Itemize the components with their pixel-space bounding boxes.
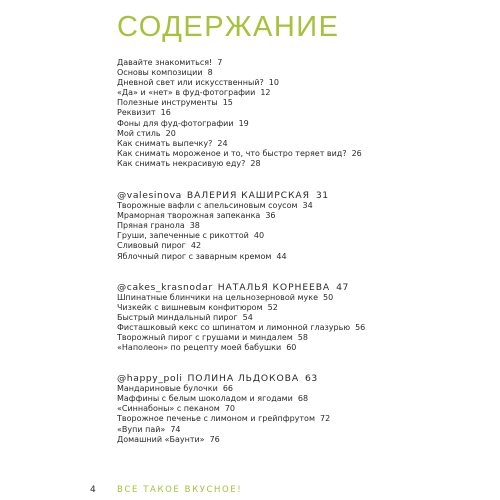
author-handle: @cakes_krasnodar <box>117 281 213 293</box>
page-title: СОДЕРЖАНИЕ <box>117 11 340 43</box>
author-page: 47 <box>336 281 349 293</box>
toc-item-page: 36 <box>265 211 276 221</box>
toc-item-page: 24 <box>217 138 228 148</box>
toc-item-page: 66 <box>222 384 233 394</box>
toc-item-text: Мандариновые булочки <box>117 384 218 394</box>
toc-item-page: 16 <box>160 108 171 118</box>
toc-item-text: Как снимать выпечку? <box>117 138 213 148</box>
toc-item <box>117 333 487 343</box>
toc-item-text: Мой стиль <box>117 128 161 138</box>
toc-item-text: Дневной свет или искусственный? <box>117 78 264 88</box>
toc-item <box>117 221 487 231</box>
toc-item-text: «Синнабоны» с пеканом <box>117 404 220 414</box>
toc-item <box>117 201 487 211</box>
author-name: ПОЛИНА ЛЬДОКОВА <box>187 373 299 385</box>
toc-item <box>117 129 487 139</box>
toc-item <box>117 139 487 149</box>
author-name: ВАЛЕРИЯ КАШИРСКАЯ <box>186 190 310 202</box>
toc-item-page: 68 <box>297 394 309 404</box>
toc-item-page: 52 <box>267 302 278 312</box>
toc-item-page: 50 <box>323 292 334 302</box>
toc-item-text: Реквизит <box>117 108 156 118</box>
section-spacer <box>117 169 487 190</box>
author-page: 31 <box>315 190 329 202</box>
toc-item-text: Как снимать мороженое и то, что быстро теряет вид? <box>117 148 347 158</box>
author-handle: @happy_poli <box>117 373 183 385</box>
author-heading <box>117 282 487 293</box>
toc-item-text: Яблочный пирог с заварным кремом <box>117 251 272 261</box>
toc-item <box>117 68 487 78</box>
toc-item-page: 12 <box>260 88 271 98</box>
toc-item-page: 8 <box>207 68 213 78</box>
toc-item-page: 70 <box>224 404 236 414</box>
toc-item-page: 72 <box>319 414 331 424</box>
section-spacer <box>117 262 487 282</box>
toc-item <box>117 98 487 108</box>
toc-item-page: 74 <box>170 424 181 434</box>
toc-item-text: Мраморная творожная запеканка <box>117 211 261 221</box>
section-spacer <box>117 353 487 373</box>
toc-item <box>117 293 487 303</box>
toc-item <box>117 241 487 251</box>
toc-item <box>117 384 487 394</box>
toc-item <box>117 231 487 241</box>
toc-item-page: 10 <box>268 78 279 88</box>
author-heading <box>117 190 487 201</box>
toc-item <box>117 414 487 424</box>
toc-item-text: Быстрый миндальный пирог <box>117 312 238 322</box>
toc-item-text: Творожные вафли с апельсиновым соусом <box>117 201 298 211</box>
toc-item-page: 19 <box>238 118 249 128</box>
toc-item <box>117 159 487 169</box>
footer-page-number: 4 <box>90 485 96 495</box>
toc-item-page: 54 <box>242 312 253 322</box>
toc-item <box>117 394 487 404</box>
toc-item <box>117 58 487 68</box>
footer-book-title: ВСЕ ТАКОЕ ВКУСНОЕ! <box>117 485 243 495</box>
toc-item-page: 76 <box>209 434 220 444</box>
toc-item-text: Сливовый пирог <box>117 241 186 251</box>
author-name: НАТАЛЬЯ КОРНЕЕВА <box>217 281 331 293</box>
toc-item-page: 42 <box>190 241 202 251</box>
toc-item-text: «Вупи пай» <box>117 424 166 434</box>
toc-item-page: 56 <box>355 322 366 332</box>
toc-item-page: 44 <box>276 251 287 261</box>
toc-item-text: Фоны для фуд-фотографии <box>117 118 234 128</box>
toc-item-text: «Да» и «нет» в фуд-фотографии <box>117 88 256 98</box>
toc-item <box>117 343 487 353</box>
toc-item <box>117 323 487 333</box>
toc-item-page: 38 <box>189 221 200 231</box>
toc-item-page: 40 <box>253 231 265 241</box>
toc-item-text: Чизкейк с вишневым конфитюром <box>117 302 263 312</box>
toc-item-page: 60 <box>286 343 297 353</box>
toc-item-text: Творожное печенье с лимоном и грейпфрутом <box>117 414 315 424</box>
table-of-contents <box>117 58 487 445</box>
toc-item-page: 7 <box>217 58 223 67</box>
toc-item-page: 15 <box>222 98 233 108</box>
toc-item <box>117 108 487 118</box>
toc-item-text: «Наполеон» по рецепту моей бабушки <box>117 343 282 353</box>
toc-item <box>117 404 487 414</box>
toc-item-text: Творожный пирог с грушами и миндалем <box>117 332 293 342</box>
toc-item <box>117 211 487 221</box>
toc-item-text: Шпинатные блинчики на цельнозерновой муке <box>117 292 319 302</box>
author-heading <box>117 373 487 384</box>
toc-item-text: Полезные инструменты <box>117 98 218 108</box>
toc-item <box>117 119 487 129</box>
toc-item-text: Как снимать некрасивую еду? <box>117 158 246 168</box>
toc-item <box>117 252 487 262</box>
toc-item <box>117 303 487 313</box>
toc-item-text: Груши, запеченные с рикоттой <box>117 231 249 241</box>
toc-item-page: 34 <box>302 201 313 211</box>
toc-item <box>117 88 487 98</box>
toc-item-text: Пряная гранола <box>117 221 185 231</box>
toc-item-text: Давайте знакомиться! <box>117 58 213 67</box>
toc-item-text: Домашний «Баунти» <box>117 434 205 444</box>
toc-item <box>117 149 487 159</box>
toc-item-text: Маффины с белым шоколадом и ягодами <box>117 394 293 404</box>
toc-item-page: 20 <box>165 128 176 138</box>
toc-item <box>117 425 487 435</box>
toc-item <box>117 78 487 88</box>
author-handle: @valesinova <box>117 190 182 202</box>
toc-item-page: 58 <box>297 332 308 342</box>
toc-item-text: Основы композиции <box>117 68 203 78</box>
toc-item <box>117 313 487 323</box>
toc-item-page: 28 <box>250 158 261 168</box>
author-page: 63 <box>305 373 318 385</box>
toc-item-text: Фисташковый кекс со шпинатом и лимонной глазурью <box>117 322 351 332</box>
toc-item-page: 26 <box>351 148 362 158</box>
toc-item <box>117 435 487 445</box>
